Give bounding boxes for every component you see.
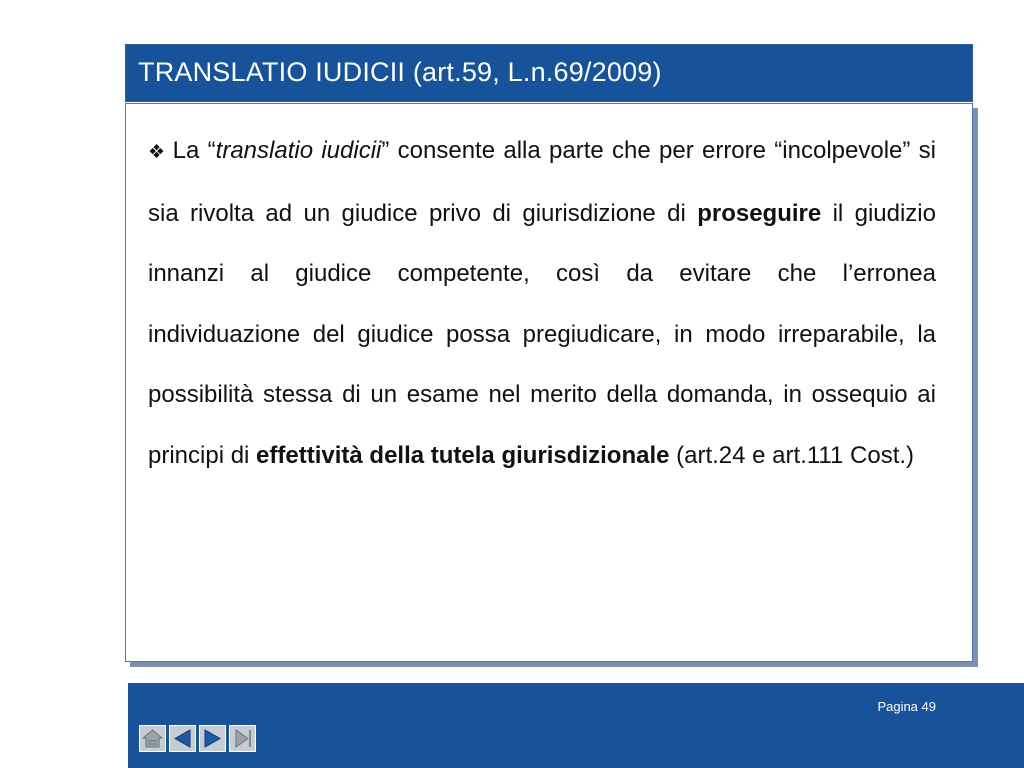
- last-icon: [232, 728, 253, 749]
- page-number: Pagina 49: [877, 699, 936, 714]
- bold-term: effettività della tutela giurisdizionale: [256, 441, 670, 469]
- italic-term: translatio iudicii: [215, 137, 382, 164]
- navigation-buttons: [139, 725, 256, 752]
- title-bar: [125, 44, 973, 102]
- diamond-bullet-icon: ❖: [148, 142, 167, 163]
- content-box: [125, 103, 973, 662]
- next-button[interactable]: [199, 725, 226, 752]
- previous-icon: [172, 728, 193, 749]
- previous-button[interactable]: [169, 725, 196, 752]
- next-icon: [202, 728, 223, 749]
- text-segment: il giudizio innanzi al giudice competente, così da evitare che l’erronea individuazione del giudice possa pregiudicare, in modo irreparabile, la possibilità stessa di un esame nel merito della domanda, in ossequio ai principi di: [148, 199, 936, 469]
- slide-title: TRANSLATIO IUDICII (art.59, L.n.69/2009): [138, 57, 662, 87]
- home-icon: [142, 729, 163, 748]
- last-button[interactable]: [229, 725, 256, 752]
- text-segment: (art.24 e art.111 Cost.): [669, 441, 915, 469]
- bold-term: proseguire: [697, 199, 822, 227]
- body-paragraph: [148, 121, 936, 486]
- footer-bar: [128, 683, 1024, 768]
- text-segment: ” consente alla parte che per errore “incolpevole” si sia rivolta ad un giudice privo di giurisdizione di: [148, 137, 936, 227]
- home-button[interactable]: [139, 725, 166, 752]
- text-segment: La “: [172, 137, 216, 164]
